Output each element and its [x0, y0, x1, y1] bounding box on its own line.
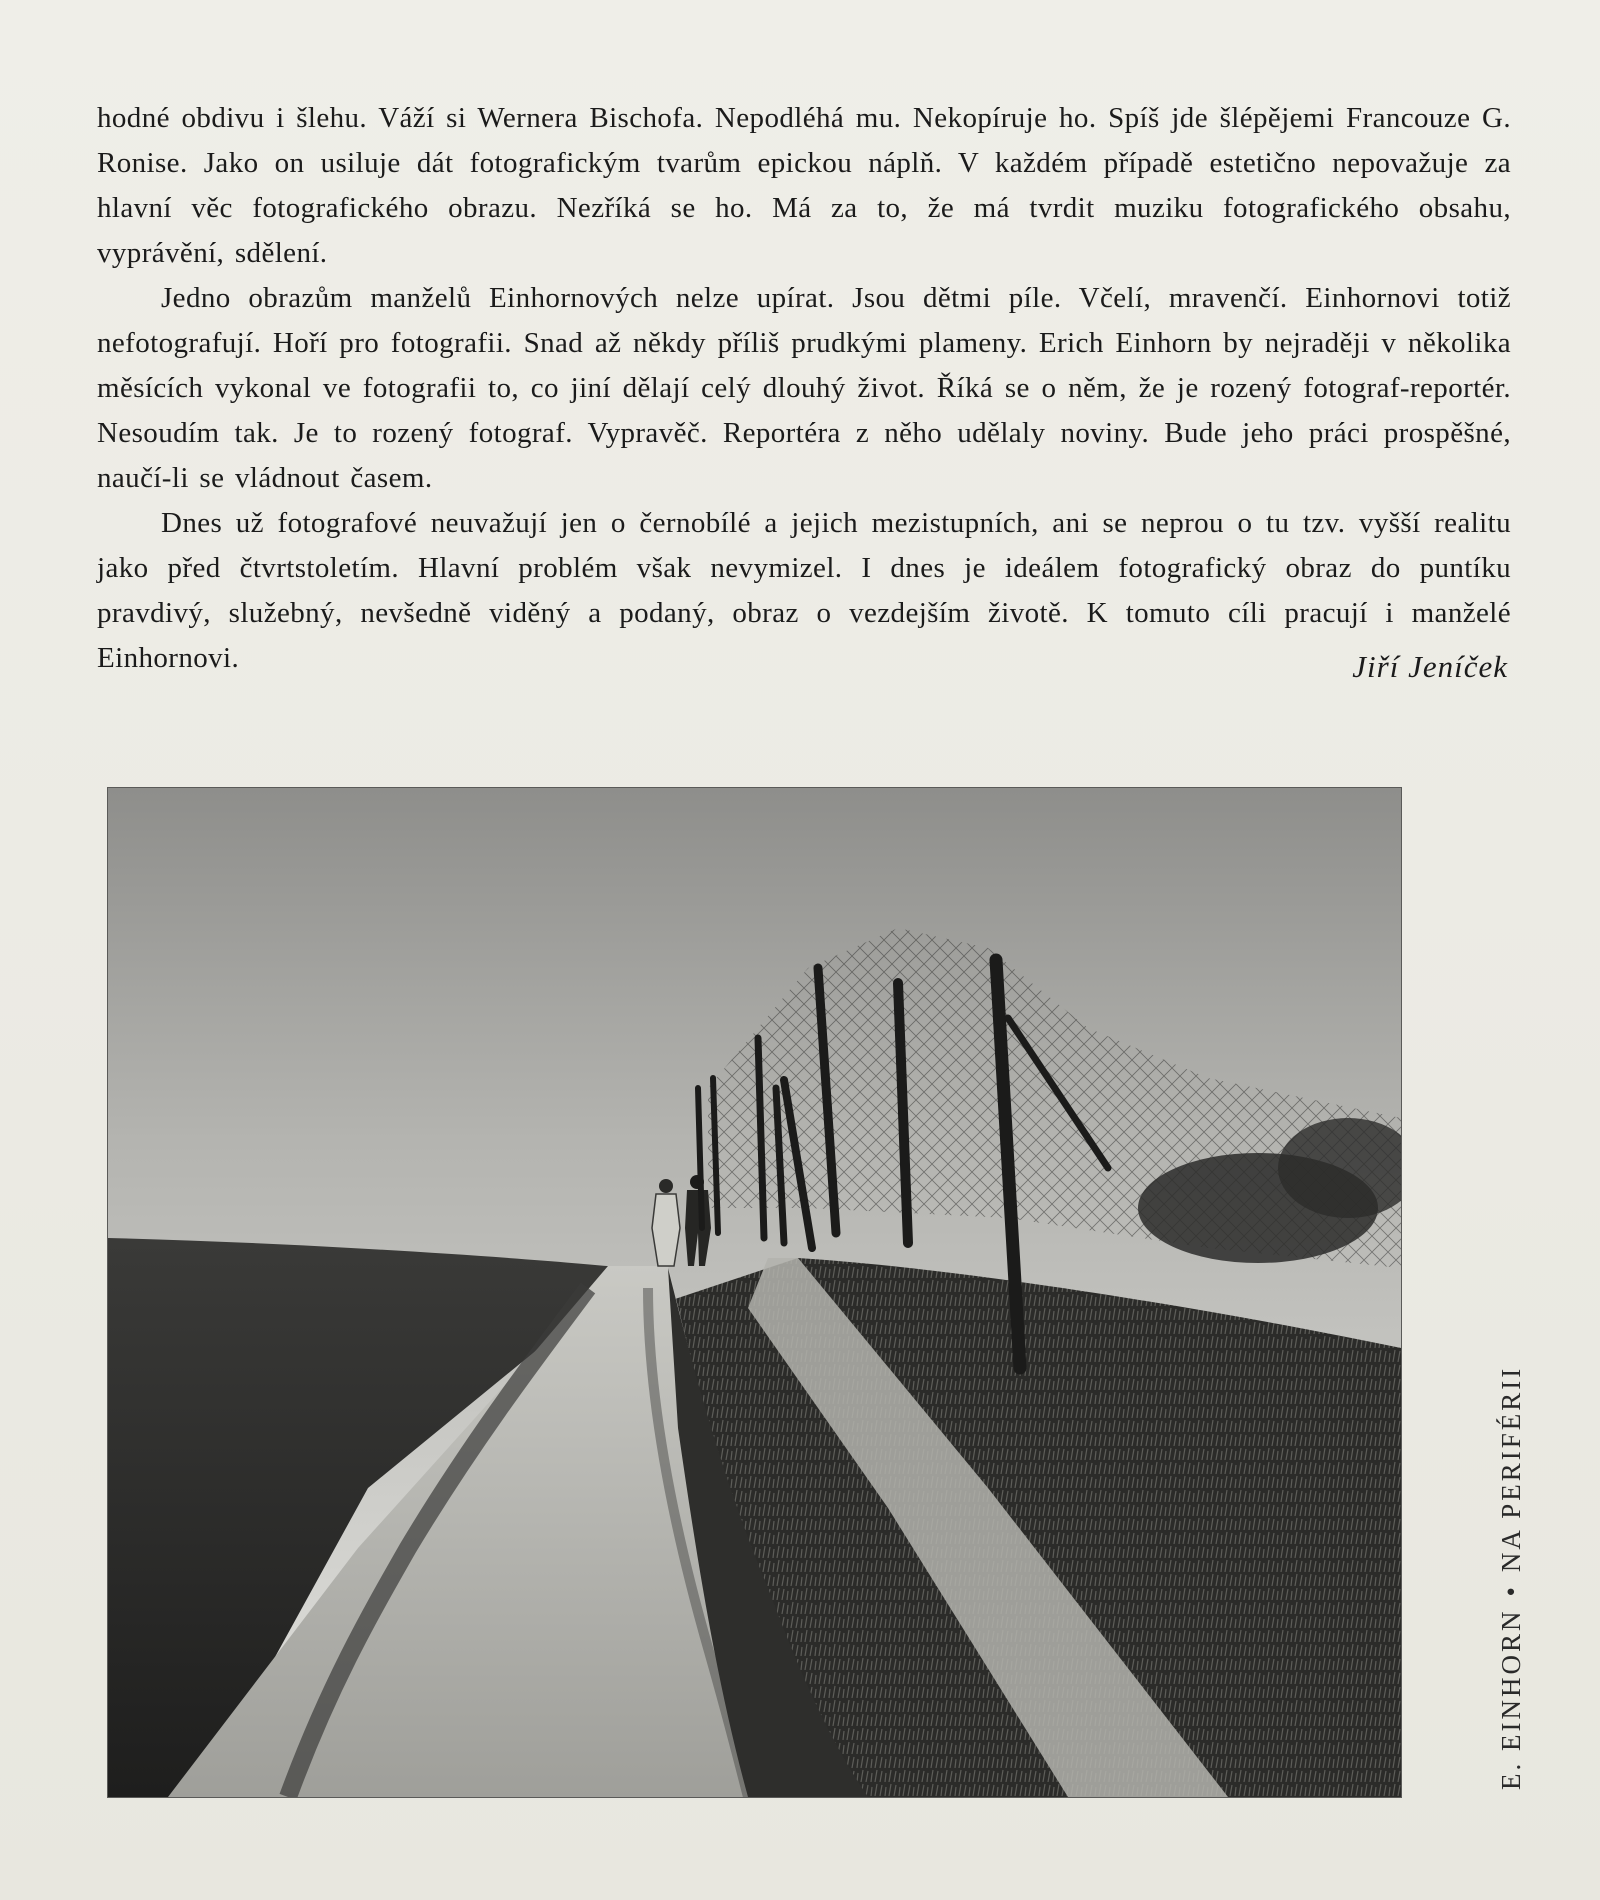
photo-credit	[1496, 1366, 1527, 1790]
paragraph-2: Jedno obrazům manželů Einhornových nelze upírat. Jsou dětmi píle. Včelí, mravenčí. Einhornovi totiž nefotografují. Hoří pro fotografii. Snad až někdy příliš prudkými plameny. Erich Einhorn by nejraději v několika měsících vykonal ve fotografii to, co jiní dělají celý dlouhý život. Říká se o něm, že je rozený fotograf-reportér. Nesoudím tak. Je to rozený fotograf. Vypravěč. Reportéra z něho udělaly noviny. Bude jeho práci prospěšné, naučí-li se vládnout časem.	[97, 282, 1511, 494]
article-text	[97, 96, 1511, 681]
paragraph-1: hodné obdivu i šlehu. Váží si Wernera Bischofa. Nepodléhá mu. Nekopíruje ho. Spíš jde šlépějemi Francouze G. Ronise. Jako on usiluje dát fotografickým tvarům epickou náplň. V každém případě estetično nepovažuje za hlavní věc fotografického obrazu. Nezříká se ho. Má za to, že má tvrdit muziku fotografického obsahu, vyprávění, sdělení.	[97, 102, 1511, 269]
paragraph-3: Dnes už fotografové neuvažují jen o černobílé a jejich mezistupních, ani se neprou o tu tzv. vyšší realitu jako před čtvrtstoletím. Hlavní problém však nevymizel. I dnes je ideálem fotografický obraz do puntíku pravdivý, služebný, nevšedně viděný a podaný, obraz o vezdejším životě. K tomuto cíli pracují i manželé Einhornovi.	[97, 507, 1511, 674]
photo-illustration	[108, 788, 1401, 1797]
credit-title: NA PERIFÉRII	[1496, 1365, 1526, 1573]
credit-author: E. EINHORN	[1496, 1608, 1526, 1790]
credit-separator: •	[1496, 1584, 1526, 1597]
author-signature: Jiří Jeníček	[1352, 649, 1508, 684]
photograph-na-periferii	[108, 788, 1401, 1797]
